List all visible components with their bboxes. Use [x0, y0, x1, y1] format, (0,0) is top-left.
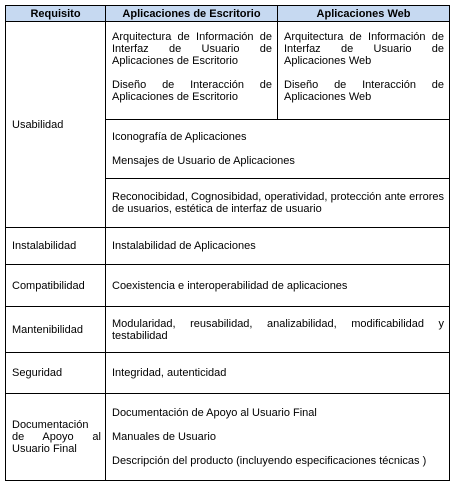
cell-compatibilidad: Coexistencia e interoperabilidad de aplicaciones [106, 265, 450, 307]
cell-usabilidad-escritorio [106, 22, 278, 120]
cell-usabilidad-shared-1 [106, 120, 450, 179]
table-row [6, 265, 450, 307]
text-mantenibilidad: Modularidad, reusabilidad, analizabilidad, modificabilidad y testabilidad [112, 317, 444, 342]
text-reconocibidad: Reconocibidad, Cognosibidad, operatividad, protección ante errores de usuarios, estética de interfaz de usuario [112, 191, 444, 215]
table-row [6, 353, 450, 394]
text-arquitectura-escritorio: Arquitectura de Información de Interfaz de Usuario de Aplicaciones de Escritorio [112, 31, 272, 67]
requirements-table [5, 5, 450, 481]
text-diseno-web: Diseño de Interacción de Aplicaciones Web [284, 79, 444, 103]
table-row [6, 307, 450, 353]
text-arquitectura-web: Arquitectura de Información de Interfaz de Usuario de Aplicaciones Web [284, 31, 444, 67]
cell-instalabilidad: Instalabilidad de Aplicaciones [106, 228, 450, 265]
header-aplicaciones-escritorio: Aplicaciones de Escritorio [106, 6, 278, 22]
text-documentacion-apoyo: Documentación de Apoyo al Usuario Final [112, 407, 317, 419]
table-row [6, 228, 450, 265]
header-requisito: Requisito [6, 6, 106, 22]
cell-mantenibilidad [106, 307, 450, 353]
category-seguridad: Seguridad [6, 353, 106, 394]
text-descripcion-producto: Descripción del producto (incluyendo especificaciones técnicas ) [112, 455, 427, 467]
cell-documentacion [106, 394, 450, 481]
category-instalabilidad: Instalabilidad [6, 228, 106, 265]
category-compatibilidad: Compatibilidad [6, 265, 106, 307]
text-iconografia: Iconografía de Aplicaciones [112, 131, 247, 143]
category-mantenibilidad: Mantenibilidad [6, 307, 106, 353]
cell-usabilidad-shared-2 [106, 179, 450, 228]
category-usabilidad: Usabilidad [6, 22, 106, 228]
table-row [6, 394, 450, 481]
table-row [6, 22, 450, 120]
cell-usabilidad-web [278, 22, 450, 120]
category-documentacion [6, 394, 106, 481]
text-documentacion-label: Documentación de Apoyo al Usuario Final [12, 419, 101, 455]
text-diseno-escritorio: Diseño de Interacción de Aplicaciones de Escritorio [112, 79, 272, 103]
cell-seguridad: Integridad, autenticidad [106, 353, 450, 394]
header-row [6, 6, 450, 22]
header-aplicaciones-web: Aplicaciones Web [278, 6, 450, 22]
text-manuales-usuario: Manuales de Usuario [112, 431, 216, 443]
text-mensajes-usuario: Mensajes de Usuario de Aplicaciones [112, 155, 295, 167]
